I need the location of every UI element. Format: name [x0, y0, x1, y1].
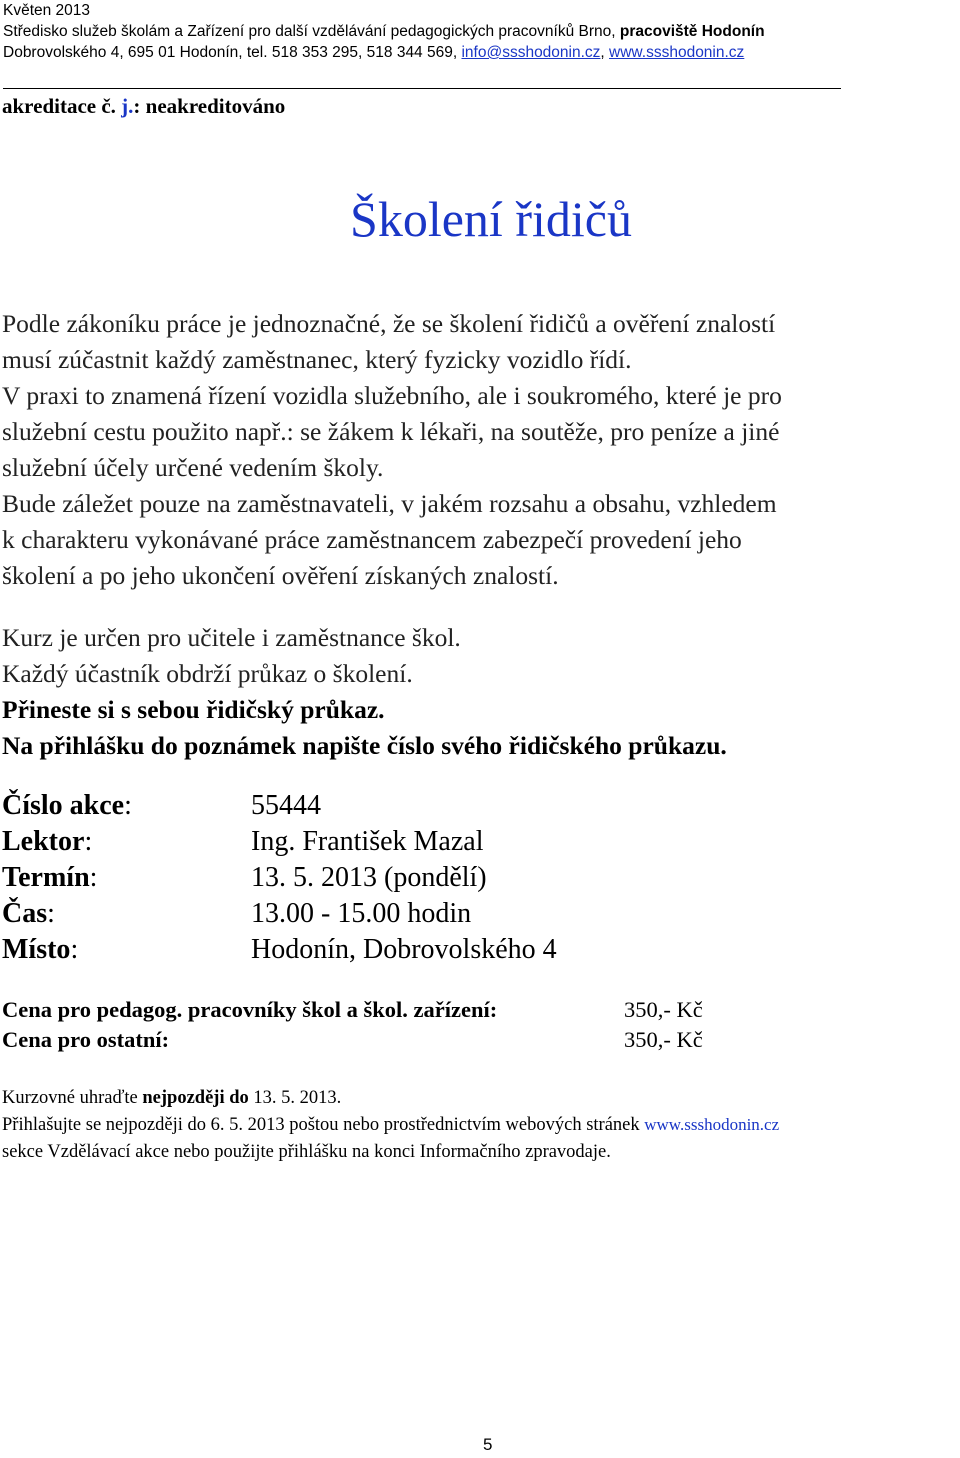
header-divider: [3, 88, 841, 89]
body-line: školení a po jeho ukončení ověření získaných znalostí.: [2, 561, 559, 590]
organization-workplace: pracoviště Hodonín: [619, 23, 765, 40]
page-number: 5: [483, 1435, 493, 1454]
price-other-label: Cena pro ostatní:: [2, 1027, 170, 1052]
body-line: služební cestu použito např.: se žákem k lékaři, na soutěže, pro peníze a jiné: [2, 417, 780, 446]
body-line: Bude záležet pouze na zaměstnavateli, v jakém rozsahu a obsahu, vzhledem: [2, 489, 777, 518]
body-line: Podle zákoníku práce je jednoznačné, že se školení řidičů a ověření znalostí: [2, 309, 776, 338]
license-number-note: Na přihlášku do poznámek napište číslo svého řidičského průkazu.: [2, 731, 727, 760]
time-value: 13.00 - 15.00 hodin: [251, 898, 472, 929]
accreditation-line: [2, 93, 285, 119]
price-pedagog-label: Cena pro pedagog. pracovníky škol a škol. zařízení:: [2, 997, 498, 1022]
link-separator: ,: [600, 44, 610, 61]
body-line: musí zúčastnit každý zaměstnanec, který fyzicky vozidlo řídí.: [2, 345, 632, 374]
body-line: služební účely určené vedením školy.: [2, 453, 384, 482]
header-organization: [3, 21, 765, 42]
header-address: [3, 42, 744, 63]
registration-website[interactable]: www.ssshodonin.cz: [644, 1115, 780, 1134]
place-label: Místo:: [2, 934, 79, 965]
section-note: sekce Vzdělávací akce nebo použijte přihlášku na konci Informačního zpravodaje.: [2, 1142, 611, 1162]
date-value: 13. 5. 2013 (pondělí): [251, 862, 487, 893]
course-audience: Kurz je určen pro učitele i zaměstnance škol.: [2, 623, 461, 652]
accreditation-label: akreditace č.: [2, 94, 122, 118]
website-link[interactable]: www.ssshodonin.cz: [609, 44, 745, 61]
certificate-note: Každý účastník obdrží průkaz o školení.: [2, 659, 413, 688]
registration-note: Přihlašujte se nejpozději do 6. 5. 2013 poštou nebo prostřednictvím webových stránek www.ssshodonin.cz: [2, 1115, 780, 1135]
time-label: Čas:: [2, 898, 55, 929]
organization-name: Středisko služeb školám a Zařízení pro další vzdělávání pedagogických pracovníků Brno,: [3, 23, 620, 40]
price-other-value: 350,- Kč: [624, 1027, 703, 1052]
payment-note: Kurzovné uhraďte nejpozději do 13. 5. 2013.: [2, 1088, 342, 1108]
body-paragraph: [2, 306, 782, 594]
action-number-label: Číslo akce:: [2, 790, 132, 821]
price-pedagog-value: 350,- Kč: [624, 997, 703, 1022]
accreditation-status: : neakreditováno: [133, 94, 286, 118]
body-line: k charakteru vykonávané práce zaměstnancem zabezpečí provedení jeho: [2, 525, 742, 554]
address-text: Dobrovolského 4, 695 01 Hodonín, tel. 518 353 295, 518 344 569,: [3, 44, 462, 61]
accreditation-j: j.: [121, 94, 134, 118]
page-title: Školení řidičů: [350, 191, 632, 247]
body-line: V praxi to znamená řízení vozidla služebního, ale i soukromého, které je pro: [2, 381, 782, 410]
email-link[interactable]: info@ssshodonin.cz: [461, 44, 601, 61]
bring-license-note: Přineste si s sebou řidičský průkaz.: [2, 695, 385, 724]
action-number-value: 55444: [251, 790, 321, 821]
header-date: Květen 2013: [3, 2, 91, 19]
lecturer-value: Ing. František Mazal: [251, 826, 484, 857]
place-value: Hodonín, Dobrovolského 4: [251, 934, 557, 965]
lecturer-label: Lektor:: [2, 826, 93, 857]
date-label: Termín:: [2, 862, 98, 893]
